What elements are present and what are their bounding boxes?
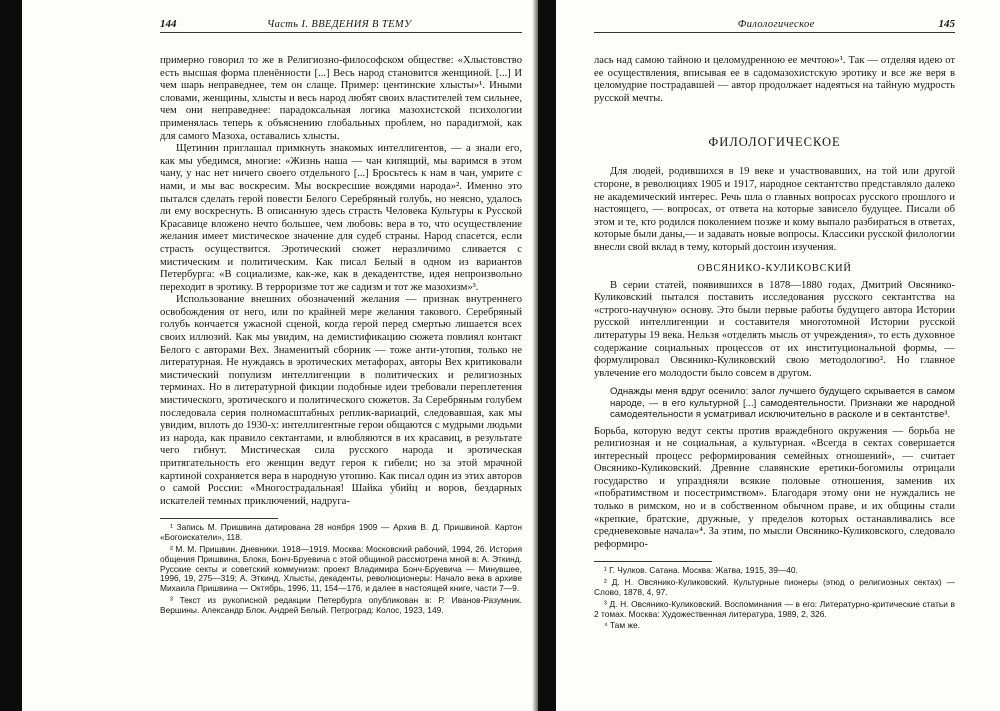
left-page <box>160 18 522 708</box>
right-paragraph: В серии статей, появившихся в 1878—1880 годах, Дмитрий Овсянико-Куликовский пытался поставить исследования русского сектантства на «строго-научную» основу. Это были первые работы будущего автора Истории русской интеллигенции и составителя многотомной Истории русской литературы 19 века. Нельзя «отделять мысль от учреждения», то есть духовное содержание социальных процессов от их институциональной формы, — формулировал Овсянико-Куликовский свою методологию². Но главное увлечение его молодости было совсем в другом. <box>594 279 955 379</box>
right-paragraph: лась над самою тайною и целомудренною ее мечтою»¹. Так — отделяя идею от ее осуществления, вписывая ее в садомазохистскую эротику и все же веря в целомудрие пострадавшей — автор продолжает надеяться на тайную мудрость русской мечты. <box>594 55 955 104</box>
left-footnotes <box>160 518 522 615</box>
right-paragraph: Для людей, родившихся в 19 веке и участвовавших, на той или другой стороне, в революциях 1905 и 1917, народное сектантство представляло далеко не академический интерес. Речь шла о главных вопросах русского прошлого и настоящего, — вопросах, от ответа на которые зависело будущее. Писали об этом и те, кто родился поколением позже и кому выпало разбираться в ответах, которые были даны,— и задавать новые вопросы. Классики русской филологии внесли свой вклад в тему, который достоин изучения. <box>594 166 955 253</box>
right-paragraph: Борьба, которую ведут секты против враждебного окружения — борьба не религиозная и не социальная, а культурная. «Всегда в сектах совершается интересный процесс реформирования семейных отношений», — считает Овсянико-Куликовский. Древние славянские еретики-богомилы отрицали государство и упраздняли всякие половые отношения, заменив их «побратимством и посестримством». Благодаря этому они не нуждались не только в римском, но и в собственном обычном праве, и их общины стали «крепкие, братские, дружные, у пределов которых останавливались все средневековые начала»⁴. За этим, по мысли Овсянико-Куликовского, следовало реформиро- <box>594 425 955 550</box>
section-title: ФИЛОЛОГИЧЕСКОЕ <box>708 135 841 150</box>
footnote: ³ Д. Н. Овсянико-Куликовский. Воспоминания — в его: Литературно-критические статьи в 2 томах. Москва: Художественная литература, 1989, 2, 326. <box>594 598 955 619</box>
left-paragraph: примерно говорил то же в Религиозно-философском обществе: «Хлыстовство есть высшая форма пленённости [...] Весь народ становится женщиной. [...] И чем шарь неправеднее, тем он слаще. Пример: центинские хлысты»¹. Иными словами, женщины, хлысты и весь народ любят своих властителей тем сильнее, чем они неправеднее: парадоксальная логика мазохистской психологии применялась теперь к объяснению глобальных проблем, но парадигмой, как для самого Мазоха, оставались хлысты. <box>160 55 522 142</box>
scan-edge-left <box>0 0 22 711</box>
left-running-head <box>160 18 522 33</box>
subsection-title: ОВСЯНИКО-КУЛИКОВСКИЙ <box>697 262 852 274</box>
right-running-head <box>594 18 955 33</box>
footnote: ¹ Запись М. Пришвина датирована 28 ноября 1909 — Архив В. Д. Пришвиной. Картон «Богоискатели», 118. <box>160 522 522 543</box>
footnote: ² Д. Н. Овсянико-Куликовский. Культурные пионеры (этюд о религиозных сектах) — Слово, 1878, 4, 97. <box>594 577 955 598</box>
footnote: ³ Текст из рукописной редакции Петербурга опубликован в: Р. Иванов-Разумник. Вершины. Александр Блок. Андрей Белый. Петроград: Колос, 1923, 149. <box>160 594 522 615</box>
right-running-title: Филологическое <box>737 19 815 30</box>
left-paragraph: Щетинин приглашал примкнуть знакомых интеллигентов, — а знали его, как мы убедимся, многие: «Жизнь наша — чан кипящий, мы варимся в этом чану, у нас нет ничего своего отдельного [...] Бросьтесь к нам в чан, умрите с нами, и мы вас воскресим. Мы воскресшие вождями народа»². Именно это пытался сделать герой повести Белого Серебряный голубь, но неясно, удалось ли ему воскреснуть. В описанную здесь страсть Человека Культуры к Русской Красавице вложено нечто большее, чем любовь: вера в то, что осуществление желания имеет мистическое значение для судеб страны. Народ спасется, если страсть осуществится. Эротический сюжет неразличимо сливается с мистическим и политическим. Как писал Белый в одном из вариантов Петербурга: «В социализме, как-же, как в декадентстве, идея непроизвольно переходит в эротику. В терроризме тот же садизм и тот же мазохизм»³. <box>160 143 522 293</box>
left-running-title: Часть I. ВВЕДЕНИЯ В ТЕМУ <box>266 19 412 30</box>
footnote: ⁴ Там же. <box>604 620 640 631</box>
left-paragraph: Использование внешних обозначений желания — признак внутреннего освобождения от него, или по крайней мере желания такового. Серебряный голубь кончается ужасной сценой, когда герой перед смертью лишается всех своих иллюзий. Как мы увидим, на демистификацию сюжета повлиял контакт Белого с авторами Вех. Знаменитый сборник — тоже анти-утопия, только не литературная. Не нуждаясь в эротических метафорах, авторы Вех критиковали мистический популизм интеллигенции в политических и религиозных терминах. Но в литературной фикции подобные идеи требовали переплетения мистического, эротического и политического сюжетов. За Серебряным голубем последовала серия полномасштабных реплик-вариаций, следовавшая, как мы увидим, вплоть до 1930-х: интеллигентные герои общаются с мудрыми людьми из народа, как правило сектантами, и влюбляются в их красавиц, в результате чего гибнут. Мистическая сила русского народа и эротическая притягательность его женщин ведут героя к гибели; но за этой мрачной картиной сохраняется вера в народную утопию. Как писал один из этих авторов о самой России: «Многострадальная! Шайка убийц и воров, бездарных искателей темных приключений, надруга- <box>160 294 522 507</box>
right-page <box>594 18 955 708</box>
footnote: ¹ Г. Чулков. Сатана. Москва: Жатва, 1915, 39—40. <box>604 565 798 576</box>
right-body <box>594 55 955 551</box>
footnote: ² М. М. Пришвин. Дневники. 1918—1919. Москва: Московский рабочий, 1994, 26. История общения Пришвина, Блока, Бонч-Бруевича с этой общиной рассмотрена мной в: А. Эткинд. Русские секты и советский коммунизм: проект Владимира Бонч-Бруевича — Минувшее, 1996, 19, 275—319; А. Эткинд. Хлысты, декаденты, революционеры: Начало века в архиве Михаила Пришвина — Октябрь, 1996, 11, 154—176, и далее в настоящей книге, части 7—9. <box>160 543 522 594</box>
right-footnotes <box>594 561 955 631</box>
left-page-number: 144 <box>160 18 177 30</box>
left-body <box>160 55 522 508</box>
block-quote: Однажды меня вдруг осенило: залог лучшего будущего скрывается в самом народе, — в его культурной [...] самодеятельности. Признаки же народной самодеятельности я усматривал исключительно в расколе и в сектантстве³. <box>610 386 955 421</box>
right-page-number: 145 <box>938 18 955 30</box>
book-gutter <box>538 0 556 711</box>
